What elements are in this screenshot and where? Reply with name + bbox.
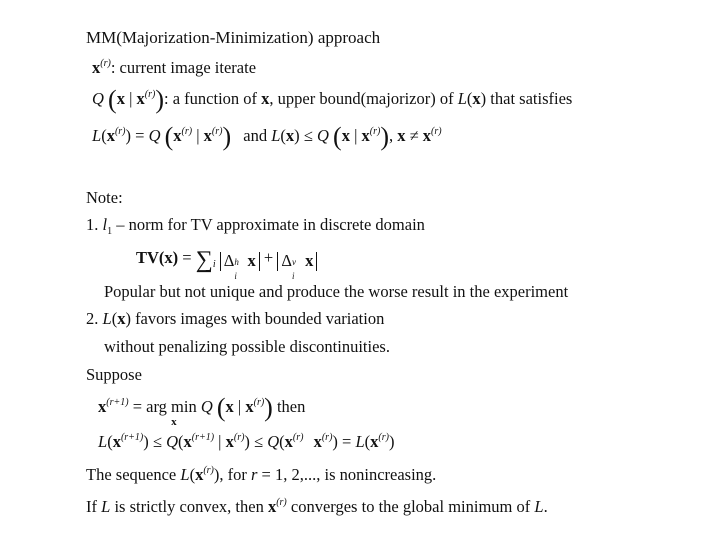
note-item-1-text: – norm for TV approximate in discrete domain (116, 215, 425, 234)
majorizer-text-3: that satisfies (486, 89, 573, 108)
final-prefix: If (86, 497, 97, 516)
note-item-2-cont-text: without penalizing possible discontinuities. (104, 337, 390, 356)
note-title (86, 188, 123, 208)
note-title-text: Note: (86, 188, 123, 207)
then-text: then (276, 397, 306, 416)
note-item-1: 1. $l_1$ – norm for TV approximate in discrete domain (86, 215, 425, 237)
majorizer-text-1: : a function of (164, 89, 262, 108)
note-item-2: 2. L(x) favors images with bounded variation (86, 309, 385, 328)
tv-formula: $TV(x) = \sum_i$ Δ h i x + Δ v i x (136, 248, 317, 271)
note-item-1-number: 1. (86, 215, 99, 234)
majorizer-conditions: $L(x^{(r)}) = Q$ ($x^{(r)}$ | $x^{(r)}$) and L(x) ≤ Q (x | $x^{(r)}$), $x \ne x^{(r)}$ (92, 122, 442, 151)
heading-text: MM(Majorization-Minimization) approach (86, 28, 381, 47)
iterate-definition: $x^{(r)}$: current image iterate (92, 58, 257, 77)
final-end: . (543, 497, 548, 516)
argmin-update: $x^{(r+1)}$ = arg min x Q (x | $x^{(r)}$) then (98, 393, 306, 428)
majorizer-definition: Q (x | $x^{(r)}$): a function of x, upper bound(majorizor) of L(x) that satisfies (92, 85, 573, 114)
and-text: and (243, 126, 268, 145)
suppose-title (86, 365, 142, 385)
note-item-2-text: favors images with bounded variation (135, 309, 385, 328)
suppose-text: Suppose (86, 365, 142, 384)
sequence-mid: , for (219, 465, 247, 484)
iterate-text: : current image iterate (110, 58, 257, 77)
note-item-2-number: 2. (86, 309, 99, 328)
sequence-values: = 1, 2,..., (261, 465, 321, 484)
final-mid: is strictly convex, then (114, 497, 264, 516)
convergence-statement: If L is strictly convex, then $x^{(r)}$ converges to the global minimum of L. (86, 497, 548, 516)
popular-text: Popular but not unique and produce the worse result in the experiment (104, 282, 569, 301)
majorizer-text-2: , upper bound(majorizor) of (269, 89, 458, 108)
sequence-statement: The sequence $L(x^{(r)})$, for r = 1, 2,..., is nonincreasing. (86, 465, 437, 484)
argmin-label: arg min (146, 397, 197, 416)
note-item-2-continuation (104, 337, 390, 357)
descent-inequality: $L(x^{(r+1)}) \le Q(x^{(r+1)}$ | $x^{(r)}) \le Q(x^{(r)}$ $x^{(r)}) = L(x^{(r)})$ (98, 432, 395, 451)
tv-label: TV (136, 248, 159, 267)
popular-note (104, 282, 568, 302)
sequence-suffix: is nonincreasing. (324, 465, 437, 484)
sequence-prefix: The sequence (86, 465, 177, 484)
slide-heading (86, 28, 380, 48)
final-suffix: converges to the global minimum of (290, 497, 531, 516)
